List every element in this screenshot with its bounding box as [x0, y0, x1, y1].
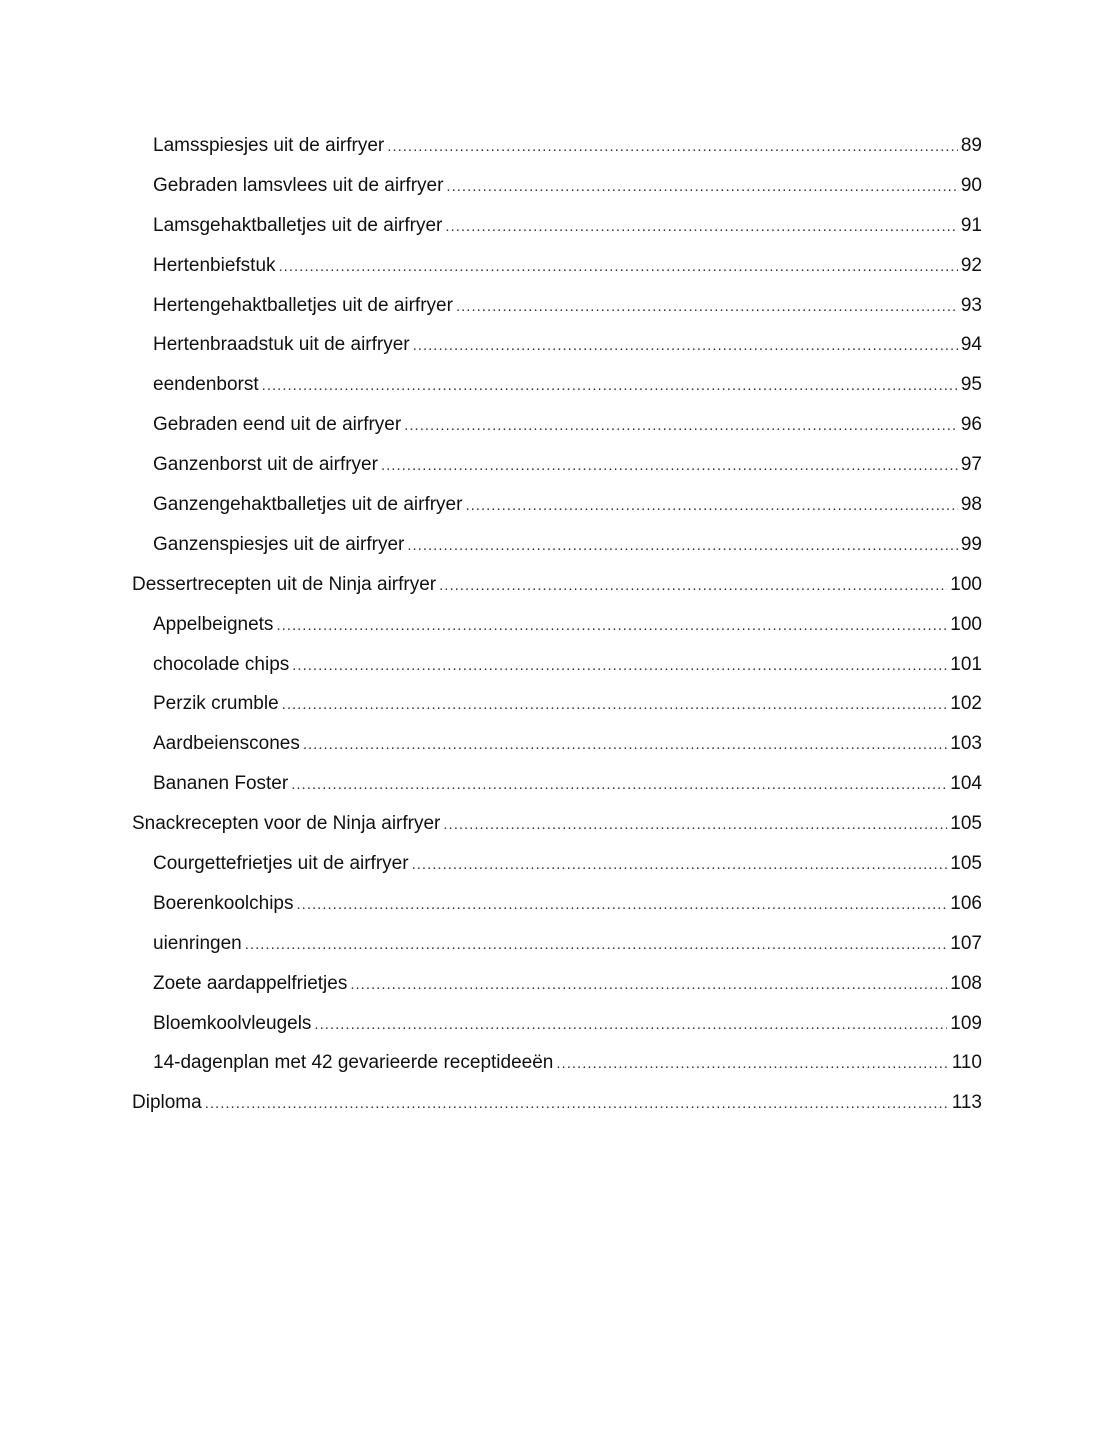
toc-entry-title: Ganzengehaktballetjes uit de airfryer	[153, 494, 463, 516]
toc-entry-title: Boerenkoolchips	[153, 892, 294, 914]
toc-entry-title: Courgettefrietjes uit de airfryer	[153, 853, 409, 875]
toc-dot-leader	[282, 685, 948, 725]
toc-entry-title: Dessertrecepten uit de Ninja airfryer	[132, 573, 437, 595]
toc-entry-title: Snackrecepten voor de Ninja airfryer	[132, 813, 441, 835]
toc-section-entry[interactable]	[132, 804, 982, 844]
toc-dot-leader	[456, 287, 958, 327]
toc-dot-leader	[407, 526, 958, 566]
toc-entry-title: Aardbeienscones	[153, 733, 300, 755]
toc-dot-leader	[412, 845, 948, 885]
toc-page-number: 99	[960, 533, 982, 555]
toc-dot-leader	[262, 366, 958, 406]
toc-dot-leader	[292, 646, 947, 686]
toc-entry[interactable]	[132, 844, 982, 884]
toc-entry-title: Ganzenborst uit de airfryer	[153, 454, 378, 476]
toc-entry[interactable]	[132, 485, 982, 525]
toc-page-number: 103	[950, 733, 982, 755]
toc-dot-leader	[413, 326, 958, 366]
toc-page-number: 109	[950, 1012, 982, 1034]
toc-entry-title: Appelbeignets	[153, 613, 274, 635]
table-of-contents	[132, 126, 982, 1123]
toc-page-number: 96	[960, 414, 982, 436]
toc-page-number: 101	[950, 653, 982, 675]
toc-page-number: 93	[960, 294, 982, 316]
toc-dot-leader	[296, 885, 947, 925]
toc-dot-leader	[303, 725, 947, 765]
toc-entry-title: eendenborst	[153, 374, 259, 396]
toc-dot-leader	[556, 1044, 948, 1084]
toc-entry[interactable]	[132, 1004, 982, 1044]
toc-page-number: 94	[960, 334, 982, 356]
toc-entry[interactable]	[132, 964, 982, 1004]
toc-page-number: 106	[950, 892, 982, 914]
toc-entry-title: chocolade chips	[153, 653, 290, 675]
toc-dot-leader	[350, 965, 947, 1005]
toc-page-number: 100	[950, 573, 982, 595]
toc-page-number: 105	[950, 813, 982, 835]
toc-page-number: 108	[950, 972, 982, 994]
toc-page-number: 104	[950, 773, 982, 795]
toc-entry-title: Lamsspiesjes uit de airfryer	[153, 135, 385, 156]
toc-entry[interactable]	[132, 924, 982, 964]
toc-dot-leader	[446, 167, 957, 207]
toc-entry[interactable]	[132, 525, 982, 565]
toc-page-number: 100	[950, 613, 982, 635]
toc-dot-leader	[291, 765, 947, 805]
toc-entry-title: Perzik crumble	[153, 693, 279, 715]
toc-entry[interactable]	[132, 1043, 982, 1083]
toc-entry[interactable]	[132, 645, 982, 685]
toc-dot-leader	[404, 406, 958, 446]
toc-entry-title: Hertenbraadstuk uit de airfryer	[153, 334, 410, 356]
toc-entry-title: Gebraden lamsvlees uit de airfryer	[153, 174, 444, 196]
toc-entry-title: 14-dagenplan met 42 gevarieerde receptideeën	[153, 1052, 554, 1074]
toc-entry[interactable]	[132, 605, 982, 645]
toc-entry[interactable]	[132, 724, 982, 764]
toc-entry-title: Lamsgehaktballetjes uit de airfryer	[153, 214, 443, 236]
toc-entry[interactable]	[132, 684, 982, 724]
toc-dot-leader	[443, 805, 947, 845]
toc-entry[interactable]	[132, 884, 982, 924]
toc-page-number: 90	[960, 174, 982, 196]
toc-page-number: 92	[960, 254, 982, 276]
toc-entry[interactable]	[132, 405, 982, 445]
toc-dot-leader	[445, 207, 957, 247]
toc-entry[interactable]	[132, 764, 982, 804]
toc-entry-title: Hertenbiefstuk	[153, 254, 276, 276]
toc-entry[interactable]	[132, 246, 982, 286]
toc-dot-leader	[439, 566, 947, 606]
toc-entry[interactable]	[132, 206, 982, 246]
toc-page-number: 91	[960, 214, 982, 236]
toc-page-number: 110	[951, 1052, 982, 1074]
toc-entry-title: Zoete aardappelfrietjes	[153, 972, 348, 994]
toc-entry-title: Gebraden eend uit de airfryer	[153, 414, 402, 436]
toc-dot-leader	[245, 925, 948, 965]
toc-dot-leader	[279, 247, 958, 287]
toc-entry[interactable]	[132, 126, 982, 166]
toc-dot-leader	[205, 1084, 949, 1124]
toc-dot-leader	[314, 1005, 947, 1045]
toc-entry[interactable]	[132, 286, 982, 326]
toc-dot-leader	[381, 446, 958, 486]
toc-section-entry[interactable]	[132, 1083, 982, 1123]
toc-page-number: 89	[960, 135, 982, 156]
toc-entry[interactable]	[132, 325, 982, 365]
toc-dot-leader	[387, 127, 958, 167]
toc-page-number: 95	[960, 374, 982, 396]
toc-page-number: 105	[950, 853, 982, 875]
toc-entry-title: uienringen	[153, 932, 242, 954]
toc-page-number: 97	[960, 454, 982, 476]
toc-entry-title: Ganzenspiesjes uit de airfryer	[153, 533, 405, 555]
toc-section-entry[interactable]	[132, 565, 982, 605]
toc-page-number: 98	[960, 494, 982, 516]
toc-entry[interactable]	[132, 445, 982, 485]
toc-dot-leader	[276, 606, 947, 646]
toc-entry[interactable]	[132, 365, 982, 405]
toc-page-number: 113	[951, 1092, 982, 1114]
toc-page-number: 107	[950, 932, 982, 954]
toc-dot-leader	[465, 486, 957, 526]
toc-entry-title: Hertengehaktballetjes uit de airfryer	[153, 294, 453, 316]
toc-page-number: 102	[950, 693, 982, 715]
toc-entry-title: Bloemkoolvleugels	[153, 1012, 312, 1034]
toc-entry-title: Diploma	[132, 1092, 202, 1114]
toc-entry[interactable]	[132, 166, 982, 206]
toc-entry-title: Bananen Foster	[153, 773, 289, 795]
